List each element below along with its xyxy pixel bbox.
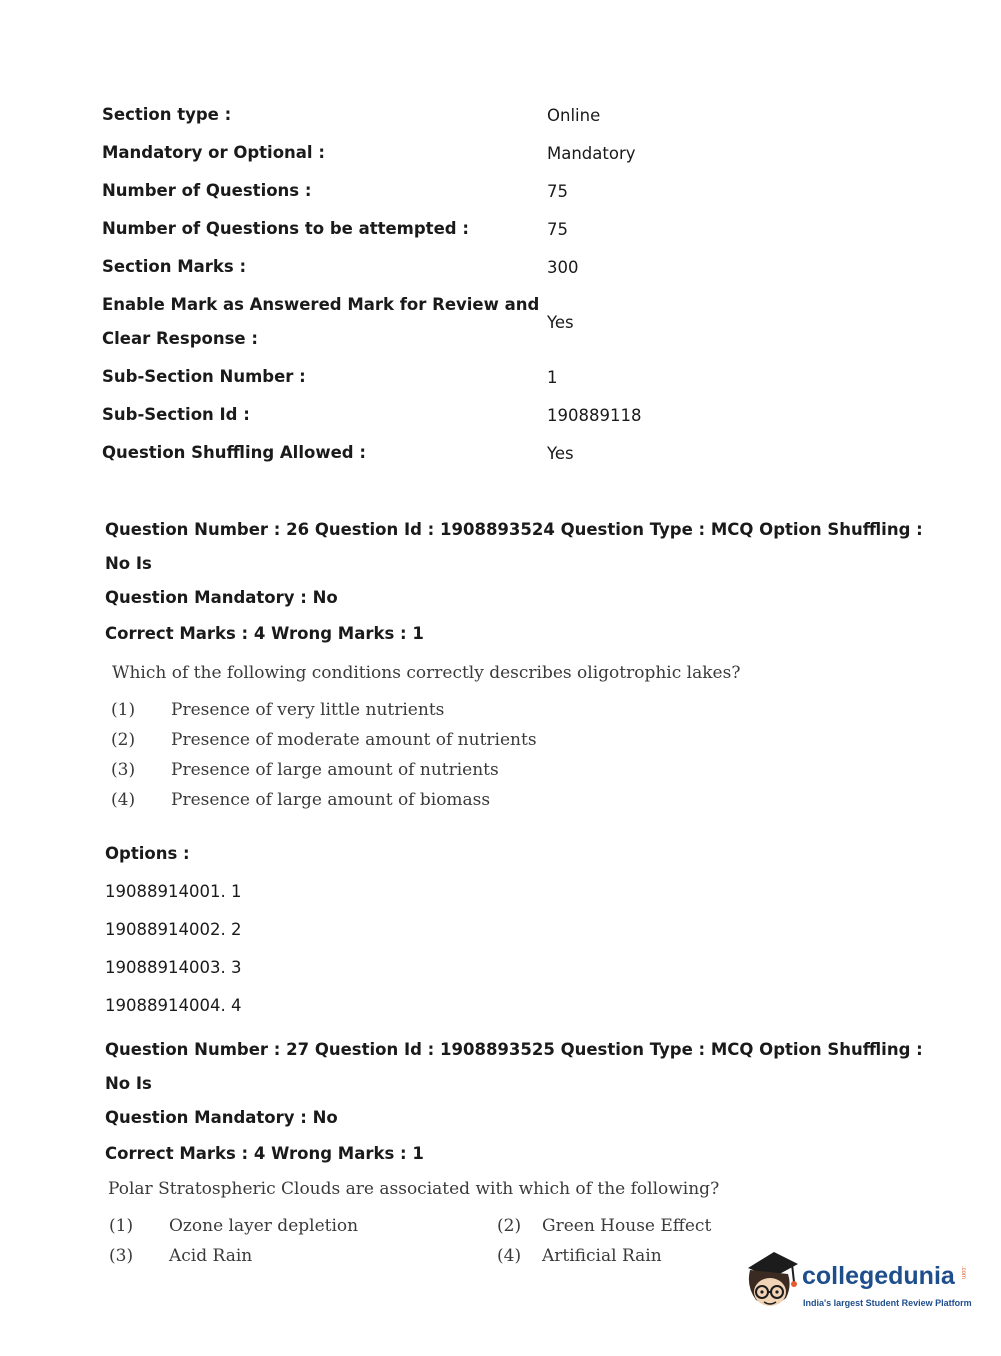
choice-number: (1)	[109, 1216, 134, 1236]
sub-section-number-row	[102, 358, 922, 396]
choice-number: (4)	[111, 790, 136, 810]
question-text: Which of the following conditions correctly describes oligotrophic lakes?	[112, 663, 741, 683]
logo-wordmark: collegedunia	[802, 1262, 955, 1290]
shuffling-row	[102, 434, 922, 472]
num-attempted-value: 75	[547, 219, 568, 239]
logo-suffix: .com	[960, 1266, 966, 1280]
mandatory-value: Mandatory	[547, 143, 636, 163]
choice-text: Presence of large amount of nutrients	[171, 760, 499, 780]
enable-mark-label: Enable Mark as Answered Mark for Review and Clear Response :	[102, 295, 540, 348]
option-id: 19088914001. 1	[105, 882, 242, 901]
choice-number: (3)	[111, 760, 136, 780]
collegedunia-logo	[742, 1248, 972, 1318]
section-type-row	[102, 96, 922, 134]
num-attempted-label: Number of Questions to be attempted :	[102, 219, 469, 238]
choice-item	[111, 725, 925, 755]
section-info-table	[102, 96, 922, 472]
sub-section-id-value: 190889118	[547, 405, 642, 425]
question-mandatory: Question Mandatory : No	[105, 1108, 338, 1127]
option-id: 19088914004. 4	[105, 996, 242, 1015]
num-attempted-row	[102, 210, 922, 248]
logo-tagline: India's largest Student Review Platform	[803, 1298, 972, 1308]
choice-text: Artificial Rain	[542, 1246, 662, 1266]
question-26	[105, 513, 925, 1025]
question-text: Polar Stratospheric Clouds are associated with which of the following?	[108, 1179, 720, 1199]
choice-text: Acid Rain	[169, 1246, 253, 1266]
question-header: Question Number : 26 Question Id : 1908893524 Question Type : MCQ Option Shuffling : No Is	[105, 520, 923, 573]
section-marks-value: 300	[547, 257, 579, 277]
choice-item	[111, 695, 925, 725]
sub-section-number-label: Sub-Section Number :	[102, 367, 306, 386]
choice-text: Presence of moderate amount of nutrients	[171, 730, 537, 750]
enable-mark-value: Yes	[547, 312, 574, 332]
sub-section-id-row	[102, 396, 922, 434]
mandatory-row	[102, 134, 922, 172]
question-mandatory: Question Mandatory : No	[105, 588, 338, 607]
shuffling-label: Question Shuffling Allowed :	[102, 443, 366, 462]
question-header: Question Number : 27 Question Id : 1908893525 Question Type : MCQ Option Shuffling : No Is	[105, 1040, 923, 1093]
num-questions-row	[102, 172, 922, 210]
choice-text: Green House Effect	[542, 1216, 712, 1236]
question-marks: Correct Marks : 4 Wrong Marks : 1	[105, 624, 424, 643]
section-marks-label: Section Marks :	[102, 257, 247, 276]
choice-number: (2)	[111, 730, 136, 750]
option-id: 19088914002. 2	[105, 920, 242, 939]
choice-number: (3)	[109, 1246, 134, 1266]
question-27	[105, 1033, 925, 1271]
mascot-icon	[742, 1248, 802, 1314]
choice-text: Ozone layer depletion	[169, 1216, 359, 1236]
num-questions-label: Number of Questions :	[102, 181, 312, 200]
section-type-value: Online	[547, 105, 601, 125]
question-marks: Correct Marks : 4 Wrong Marks : 1	[105, 1144, 424, 1163]
options-heading: Options :	[105, 844, 190, 863]
section-type-label: Section type :	[102, 105, 232, 124]
choice-list	[111, 695, 925, 815]
choice-number: (2)	[497, 1216, 522, 1236]
choice-text: Presence of very little nutrients	[171, 700, 445, 720]
choice-text: Presence of large amount of biomass	[171, 790, 491, 810]
choice-number: (1)	[111, 700, 136, 720]
num-questions-value: 75	[547, 181, 568, 201]
section-marks-row	[102, 248, 922, 286]
choice-item	[111, 785, 925, 815]
sub-section-number-value: 1	[547, 367, 558, 387]
choice-item	[111, 755, 925, 785]
option-id: 19088914003. 3	[105, 958, 242, 977]
shuffling-value: Yes	[547, 443, 574, 463]
mandatory-label: Mandatory or Optional :	[102, 143, 325, 162]
choice-number: (4)	[497, 1246, 522, 1266]
enable-mark-row	[102, 286, 922, 358]
sub-section-id-label: Sub-Section Id :	[102, 405, 250, 424]
